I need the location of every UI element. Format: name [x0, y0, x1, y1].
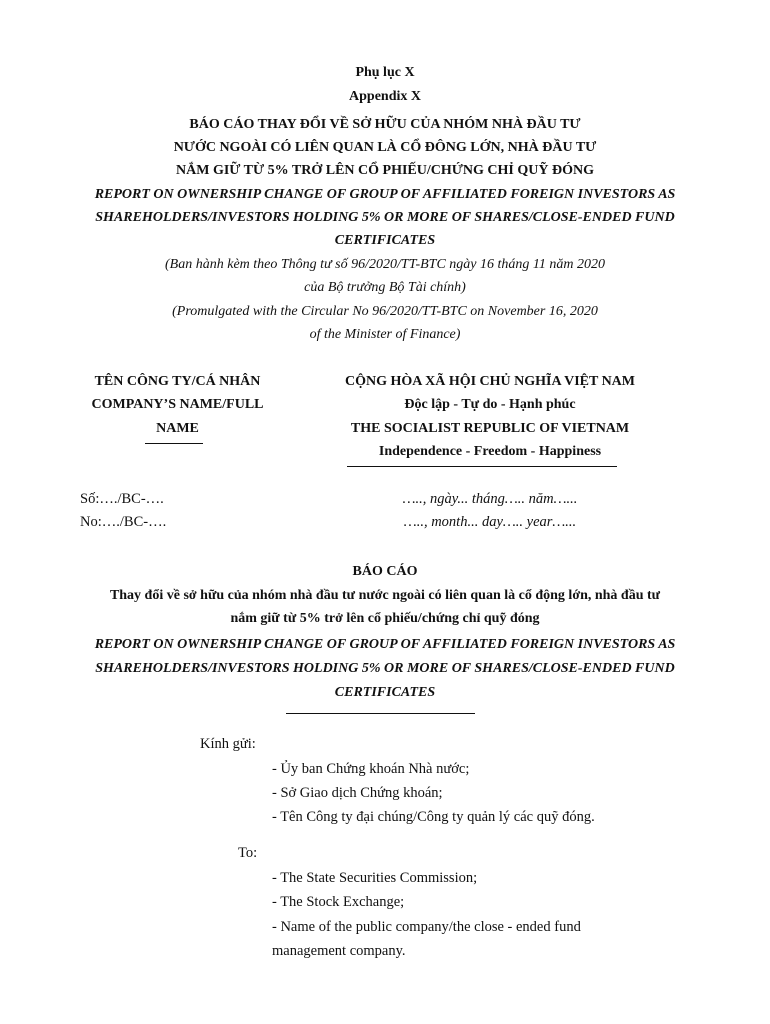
motto-vi: Độc lập - Tự do - Hạnh phúc [404, 397, 576, 412]
issued-en-line-1: (Promulgated with the Circular No 96/2020/TT-BTC on November 16, 2020 [172, 304, 598, 319]
report-heading: BÁO CÁO [352, 564, 418, 579]
appendix-en: Appendix X [349, 89, 421, 104]
title-vi-line-2: NƯỚC NGOÀI CÓ LIÊN QUAN LÀ CỔ ĐÔNG LỚN, NHÀ ĐẦU TƯ [173, 140, 597, 155]
title-vi-line-3: NẮM GIỮ TỪ 5% TRỞ LÊN CỔ PHIẾU/CHỨNG CHỈ QUỸ ĐÓNG [176, 163, 594, 178]
document-number-vi: Số:…./BC-…. [80, 491, 164, 507]
motto-underline [347, 466, 617, 467]
issued-vi-line-1: (Ban hành kèm theo Thông tư số 96/2020/TT-BTC ngày 16 tháng 11 năm 2020 [165, 257, 605, 272]
recipients-label-vi: Kính gửi: [200, 736, 256, 752]
appendix-vi: Phụ lục X [355, 65, 415, 80]
company-name-line-3: NAME [156, 421, 199, 436]
title-vi-line-1: BÁO CÁO THAY ĐỔI VỀ SỞ HỮU CỦA NHÓM NHÀ ĐẦU TƯ [189, 117, 581, 132]
date-line-en: ….., month... day….. year…... [403, 514, 577, 530]
title-en-line-1: REPORT ON OWNERSHIP CHANGE OF GROUP OF AFFILIATED FOREIGN INVESTORS AS [94, 187, 676, 202]
recipient-vi-1: - Ủy ban Chứng khoán Nhà nước; [272, 761, 470, 777]
report-subtitle-vi-line-1: Thay đổi về sở hữu của nhóm nhà đầu tư nước ngoài có liên quan là cổ động lớn, nhà đầu tư [109, 588, 661, 603]
report-heading-underline [286, 713, 475, 714]
recipient-en-3: - Name of the public company/the close - ended fund [272, 919, 581, 935]
issued-vi-line-2: của Bộ trưởng Bộ Tài chính) [304, 280, 466, 295]
recipient-en-3-continued: management company. [272, 943, 406, 959]
report-subtitle-en-line-2: SHAREHOLDERS/INVESTORS HOLDING 5% OR MORE OF SHARES/CLOSE-ENDED FUND [95, 661, 675, 676]
recipient-vi-3: - Tên Công ty đại chúng/Công ty quản lý các quỹ đóng. [272, 809, 595, 825]
report-subtitle-en-line-3: CERTIFICATES [334, 685, 436, 700]
title-en-line-3: CERTIFICATES [334, 233, 436, 248]
company-name-line-2: COMPANY’S NAME/FULL [91, 397, 264, 412]
date-line-vi: ….., ngày... tháng….. năm…... [402, 491, 578, 507]
title-en-line-2: SHAREHOLDERS/INVESTORS HOLDING 5% OR MORE OF SHARES/CLOSE-ENDED FUND [95, 210, 675, 225]
motto-en: Independence - Freedom - Happiness [378, 444, 602, 459]
issued-en-line-2: of the Minister of Finance) [309, 327, 461, 342]
nation-name-en: THE SOCIALIST REPUBLIC OF VIETNAM [350, 421, 630, 436]
report-subtitle-en-line-1: REPORT ON OWNERSHIP CHANGE OF GROUP OF AFFILIATED FOREIGN INVESTORS AS [94, 637, 676, 652]
document-number-en: No:…./BC-…. [80, 514, 167, 530]
company-name-underline [145, 443, 203, 444]
recipients-label-en: To: [238, 845, 258, 861]
nation-name-vi: CỘNG HÒA XÃ HỘI CHỦ NGHĨA VIỆT NAM [344, 374, 635, 389]
recipient-vi-2: - Sở Giao dịch Chứng khoán; [272, 785, 443, 801]
report-subtitle-vi-line-2: nắm giữ từ 5% trở lên cổ phiếu/chứng chỉ quỹ đóng [230, 611, 540, 626]
recipient-en-1: - The State Securities Commission; [272, 870, 478, 886]
recipient-en-2: - The Stock Exchange; [272, 894, 405, 910]
company-name-line-1: TÊN CÔNG TY/CÁ NHÂN [94, 374, 261, 389]
